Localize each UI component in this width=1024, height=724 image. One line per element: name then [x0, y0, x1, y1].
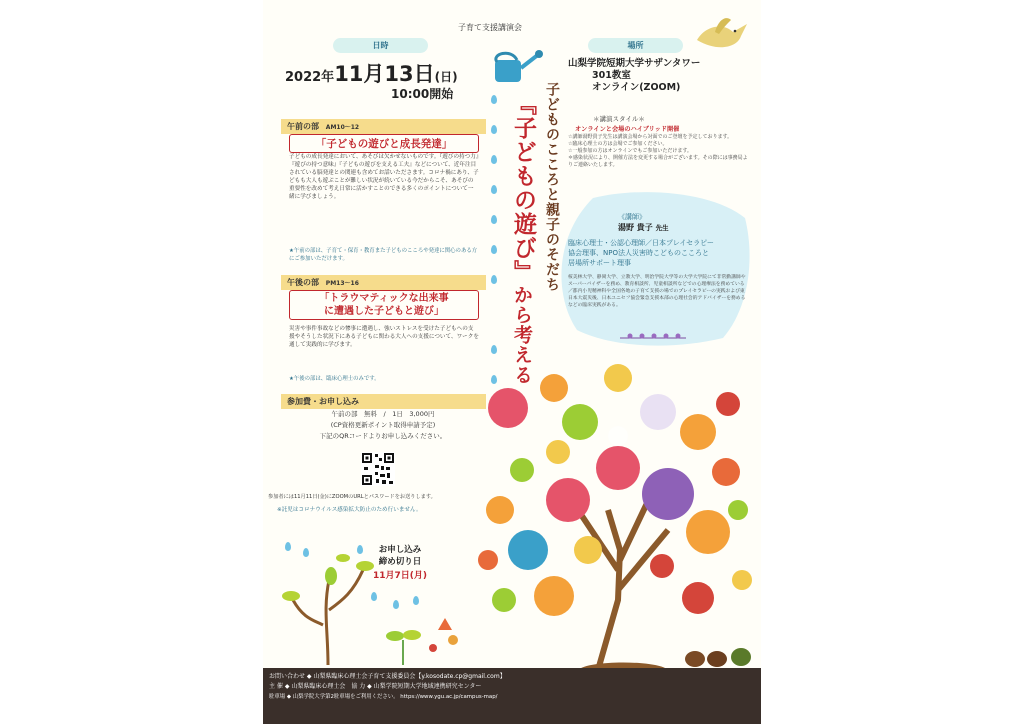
event-date	[285, 58, 458, 88]
morning-time: AM10～12	[325, 124, 360, 131]
date-month-day: 11月13日	[334, 62, 435, 86]
flower-sprig-icon	[618, 332, 688, 342]
morning-note: ★午前の部は、子育て・保育・教育また子どものこころや発達に関心のある方にご参加いただけます。	[289, 248, 478, 262]
place-line1: 山梨学院短期大学サザンタワー	[568, 58, 701, 69]
afternoon-bar	[281, 275, 486, 290]
deadline-line1: お申し込み	[378, 545, 422, 555]
tree-illustration	[468, 360, 758, 670]
place-label: 場所	[588, 38, 683, 53]
speaker-label: 《講師》	[618, 213, 646, 221]
morning-bar	[281, 119, 486, 134]
date-year: 2022年	[285, 70, 335, 85]
flyer	[263, 0, 761, 724]
morning-body: 子どもの成長発達において、あそびは欠かせないものです。『遊びの持つ力』『遊びの持つ意味』『子どもの遊びを支える工夫』などについて、近年注目されている脳発達との関連も含めてお話いたださます。コロナ禍にあり、子どもも大人も遊ぶことが難しい状況が続いている今だからこそ、あそびの重要性を改めて考え日常に活かすことのできる多くのポイントについて一緒に学びましょう。	[289, 154, 479, 200]
afternoon-heading-line1: 「トラウマティックな出来事	[319, 293, 449, 304]
fee-line3: 下記のQRコードよりお申し込みください。	[319, 432, 447, 440]
place-line2: 301教室	[592, 70, 631, 81]
place-note-3: ☆一般参加の方はオンラインでもご参加いただけます。	[568, 148, 692, 154]
footer-organizer: 主 催 ◆ 山梨県臨床心理士会 協 力 ◆ 山梨学院短期大学地域連携研究センター	[269, 683, 482, 690]
deadline-date: 11月7日(月)	[373, 571, 428, 581]
place-note-4: ＊感染状況により、開催方法を変更する場合がございます。その際には事務局よりご連絡いたします。	[568, 155, 748, 168]
afternoon-heading	[289, 290, 479, 320]
speaker-background	[553, 188, 753, 348]
fee-info	[293, 409, 473, 442]
watering-can-icon	[481, 48, 543, 94]
fee-line2: (CP資格更新ポイント取得申請予定)	[330, 421, 436, 429]
morning-bar-label: 午前の部	[287, 122, 319, 131]
event-type: 子育て支援講演会	[458, 23, 522, 32]
footer-parking[interactable]: 駐車場 ◆ 山梨学院大学第2駐車場をご利用ください。 https://www.ygu.ac.jp/campus-map/	[269, 694, 498, 700]
morning-heading: 「子どもの遊びと成長発達」	[289, 134, 479, 153]
bird-icon	[693, 14, 751, 54]
speaker-role2: 協会理事、NPO法人災害時こどものこころと	[568, 249, 709, 257]
speaker-honor: 先生	[655, 224, 669, 232]
sprout-illustration	[273, 530, 463, 665]
style-head: ＊講演スタイル＊	[593, 115, 645, 123]
speaker-roles	[568, 238, 748, 268]
date-label: 日時	[333, 38, 428, 53]
zoom-note: 参加者には11月11日(金)にZOOMのURLとパスワードをお送りします。	[268, 494, 436, 500]
title-sub: 子どものこころと親子のそだち	[544, 82, 560, 292]
fee-line1: 午前の部 無料 / 1日 3,000円	[331, 410, 435, 418]
place-line3: オンライン(ZOOM)	[592, 82, 681, 93]
speaker-name: 湯野 貴子	[618, 223, 653, 232]
place-notes	[568, 134, 748, 169]
title-tail: から考える	[511, 285, 533, 385]
afternoon-time: PM13～16	[325, 280, 359, 287]
afternoon-note: ★午後の部は、臨床心理士のみです。	[289, 376, 380, 382]
footer-contact: お問い合わせ ◆ 山梨県臨床心理士会子育て支援委員会【y.kosodate.cp@gmail.com】	[269, 673, 506, 680]
qr-code-icon[interactable]	[361, 452, 395, 486]
speaker-role1: 臨床心理士・公認心理師／日本プレイセラピー	[568, 239, 714, 247]
place-note-1: ☆講師湯野貴子先生は講演会場から対面でのご登壇を予定しております。	[568, 134, 733, 140]
afternoon-bar-label: 午後の部	[287, 278, 319, 287]
afternoon-heading-line2: に遭遇した子どもと遊び」	[324, 306, 444, 317]
place-note-2: ☆臨床心理士の方は会場でご参加ください。	[568, 141, 668, 147]
style-main: オンラインと会場のハイブリッド開催	[575, 126, 680, 133]
date-dow: (日)	[434, 70, 458, 84]
speaker-role3: 居場所サポート理事	[568, 259, 631, 267]
covid-note: ※託児はコロナウイルス感染拡大防止のため行いません。	[277, 507, 422, 513]
speaker-bio: 桜美林大学、静岡大学、立教大学、明治学院大学等の大学大学院にて非常勤講師やスーパーバイザーを務め、教育相談所、児童相談所などでの心理療法を務めている／都内小児精神科や全国各地の子育て支援の場でのプレイセラピーの実践および東日本大震災後、日本ユニセフ協会緊急支援本部の心理社会的アドバイザーを務めるなどの臨床実践がある。	[568, 275, 746, 308]
chestnut-icons	[683, 645, 758, 669]
place-info	[568, 58, 700, 94]
afternoon-body: 災害や事件事故などの惨事に遭遇し、強いストレスを受けた子どもへの支援やそうした状況下にある子どもに関わる大人への支援について、ワークを通して実践的に学びます。	[289, 326, 479, 348]
speaker-name-row	[618, 222, 669, 233]
fee-bar: 参加費・お申し込み	[281, 394, 486, 409]
start-time: 10:00開始	[391, 87, 454, 101]
footer	[263, 668, 761, 724]
title-main: 『子どもの遊び』	[510, 92, 536, 284]
deadline-line2: 締め切り日	[378, 557, 422, 567]
